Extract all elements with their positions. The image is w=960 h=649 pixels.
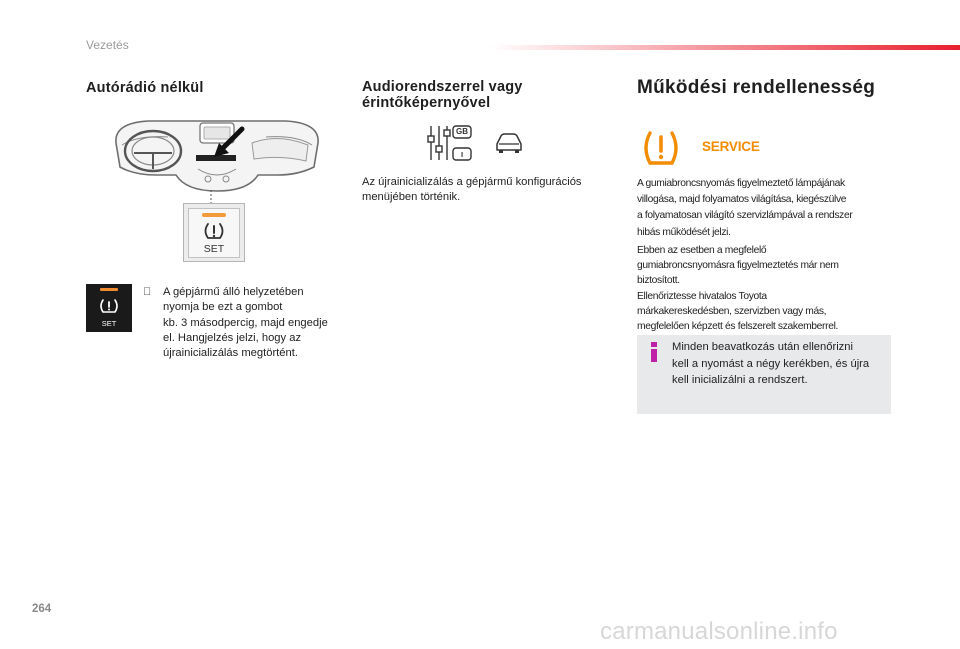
fault-paragraph-2: Ebben az esetben a megfelelő gumiabroncsnyomásra figyelmeztetés már nem biztosított. Ellenőriztesse hivatalos Toyota márkakereskedésben, szervizben vagy más, megfelelően képzett és felszerelt szakemberrel. <box>637 245 839 333</box>
small-set-button <box>86 284 132 332</box>
col3-title: Működési rendellenesség <box>637 77 876 98</box>
dashboard-illustration <box>108 115 326 195</box>
tire-pressure-icon <box>99 298 119 314</box>
car-icon <box>493 132 525 154</box>
section-label: Vezetés <box>86 38 129 52</box>
i-label: I <box>460 150 464 159</box>
info-icon <box>648 342 660 362</box>
col1-title: Autórádió nélkül <box>86 80 204 96</box>
col2-title: Audiorendszerrel vagy érintőképernyővel <box>362 79 523 111</box>
tire-pressure-warning-icon <box>642 130 680 166</box>
small-set-label: SET <box>101 319 117 328</box>
small-set-led <box>100 288 118 291</box>
tire-pressure-icon <box>204 222 224 240</box>
bullet-glyph <box>143 286 151 298</box>
set-button[interactable] <box>188 208 240 258</box>
instruction-text: A gépjármű álló helyzetében nyomja be ezt a gombot kb. 3 másodpercig, majd engedje el. Hangjelzés jelzi, hogy az újrainicializálás megtörtént. <box>163 286 328 360</box>
fault-paragraph-1: A gumiabroncsnyomás figyelmeztető lámpájának villogása, majd folyamatos világítása, kiegészülve a folyamatosan világító szervizlámpával a rendszer hibás működését jelzi. <box>637 178 853 238</box>
gb-label: GB <box>456 127 468 136</box>
page-number: 264 <box>32 603 52 615</box>
info-note-text: Minden beavatkozás után ellenőrizni kell a nyomást a négy kerékben, és újra kell inicializálni a rendszert. <box>672 341 870 386</box>
header-accent-bar <box>490 45 960 50</box>
col2-text: Az újrainicializálás a gépjármű konfigurációs menüjében történik. <box>362 176 582 203</box>
set-button-label: SET <box>203 243 225 255</box>
watermark: carmanualsonline.info <box>600 618 838 645</box>
service-label: SERVICE <box>702 139 760 154</box>
set-button-led <box>202 213 226 217</box>
